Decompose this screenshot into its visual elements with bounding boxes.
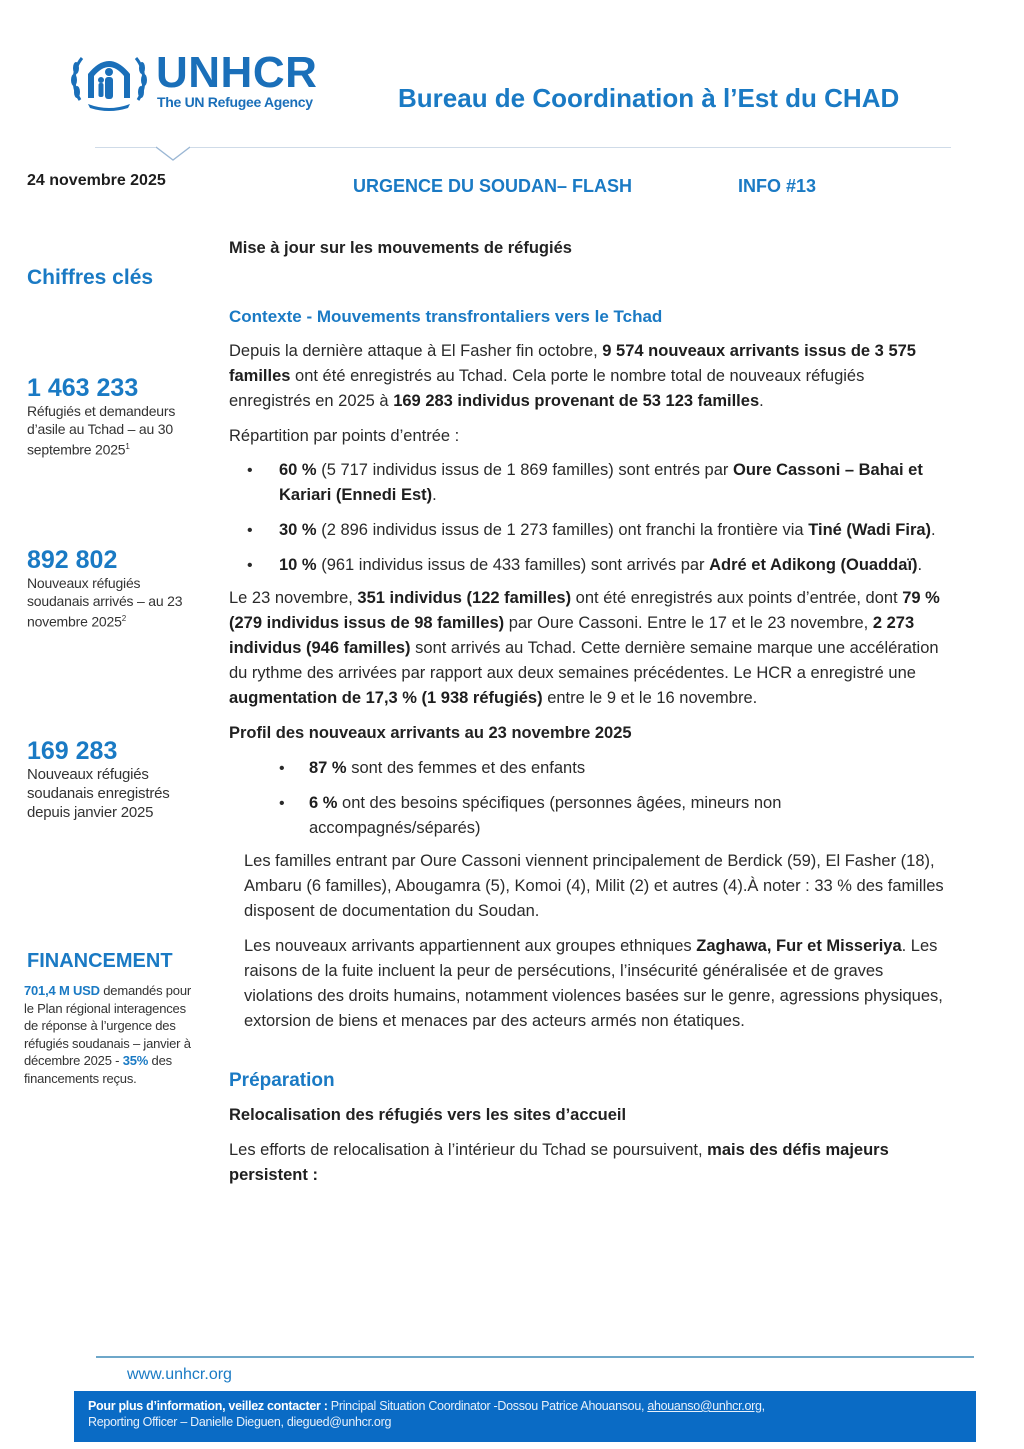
chevron-down-icon: [156, 146, 190, 162]
entry-points-intro: Répartition par points d’entrée :: [229, 427, 460, 445]
stat-new-arrivals: [27, 546, 205, 631]
footer-divider: [96, 1356, 974, 1358]
financing-title: FINANCEMENT: [27, 950, 173, 972]
footer-website-link[interactable]: www.unhcr.org: [127, 1366, 232, 1383]
ethnic-groups-paragraph: Les nouveaux arrivants appartiennent aux groupes ethniques Zaghawa, Fur et Misseriya. Les raisons de la fuite incluent la peur de persécutions, l’insécurité généralisée et de graves violations des droits humains, notamment violences basées sur le genre, agressions physiques, extorsion de biens et menaces par des acteurs armés non étatiques.: [244, 937, 943, 1030]
contact-label: Pour plus d’information, veillez contacter :: [88, 1399, 328, 1413]
contact-email-link[interactable]: ahouanso@unhcr.org: [647, 1399, 762, 1413]
footnote-marker[interactable]: 2: [121, 614, 126, 623]
profile-list: [229, 756, 949, 841]
flash-title: URGENCE DU SOUDAN– FLASH: [353, 176, 633, 196]
main-content: [229, 236, 949, 1188]
logo-tagline: The UN Refugee Agency: [157, 94, 313, 110]
stat-refugees-total: [27, 374, 205, 459]
list-item: • 87 % sont des femmes et des enfants: [229, 756, 949, 781]
stat-description: Nouveaux réfugiés soudanais enregistrés depuis janvier 2025: [27, 766, 170, 821]
footnote-marker[interactable]: 1: [125, 442, 130, 451]
list-item: • 30 % (2 896 individus issus de 1 273 familles) ont franchi la frontière via Tiné (Wadi Fira).: [229, 518, 949, 543]
origin-paragraph: Les familles entrant par Oure Cassoni viennent principalement de Berdick (59), El Fasher (18), Ambaru (6 familles), Abougamra (5), Komoi (4), Milit (2) et autres (4).À noter : 33 % des familles disposent de documentation du Soudan.: [244, 852, 944, 920]
context-heading: Contexte - Mouvements transfrontaliers vers le Tchad: [229, 307, 663, 326]
unhcr-emblem-icon: [70, 48, 148, 112]
stat-number: 169 283: [27, 737, 118, 765]
stat-number: 892 802: [27, 546, 118, 574]
list-item: • 10 % (961 individus issus de 433 familles) sont arrivés par Adré et Adikong (Ouaddaï).: [229, 553, 949, 578]
financing-percent: 35%: [122, 1053, 149, 1068]
list-item: • 6 % ont des besoins spécifiques (personnes âgées, mineurs non accompagnés/séparés): [229, 791, 949, 841]
stat-number: 1 463 233: [27, 374, 139, 402]
contact-line-1: Pour plus d’information, veillez contacter : Principal Situation Coordinator -Dossou Patrice Ahouansou, ahouanso@unhcr.org,: [88, 1399, 765, 1413]
bureau-title: Bureau de Coordination à l’Est du CHAD: [398, 83, 900, 113]
footer-contact-bar: [74, 1391, 976, 1442]
profile-heading: Profil des nouveaux arrivants au 23 novembre 2025: [229, 724, 632, 742]
relocation-paragraph: Les efforts de relocalisation à l’intérieur du Tchad se poursuivent, mais des défis majeurs persistent :: [229, 1141, 889, 1184]
preparation-heading: Préparation: [229, 1070, 335, 1091]
daily-arrivals-paragraph: Le 23 novembre, 351 individus (122 familles) ont été enregistrés aux points d’entrée, dont 79 % (279 individus issus de 98 familles) par Oure Cassoni. Entre le 17 et le 23 novembre, 2 273 individus (946 familles) sont arrivés au Tchad. Cette dernière semaine marque une accélération du rythme des arrivées par rapport aux deux semaines précédentes. Le HCR a enregistré une augmentation de 17,3 % (1 938 réfugiés) entre le 9 et le 16 novembre.: [229, 589, 940, 707]
financing-amount: 701,4 M USD: [24, 983, 100, 998]
header-divider: [95, 147, 951, 148]
stat-description: Nouveaux réfugiés soudanais arrivés – au 23 novembre 2025$^2$: [27, 575, 183, 630]
key-figures-title: Chiffres clés: [27, 266, 154, 289]
logo-wordmark: UNHCR: [156, 48, 318, 97]
report-date: 24 novembre 2025: [27, 172, 166, 189]
relocation-heading: Relocalisation des réfugiés vers les sites d’accueil: [229, 1106, 627, 1124]
entry-points-list: [229, 458, 949, 578]
financing-text: 701,4 M USD demandés pour le Plan régional interagences de réponse à l’urgence des réfugiés soudanais – janvier à décembre 2025 - 35% des financements reçus.: [24, 983, 191, 1086]
context-paragraph: Depuis la dernière attaque à El Fasher fin octobre, 9 574 nouveaux arrivants issus de 3 575 familles ont été enregistrés au Tchad. Cela porte le nombre total de nouveaux réfugiés enregistrés en 2025 à 169 283 individus provenant de 53 123 familles.: [229, 342, 916, 410]
contact-line-2: Reporting Officer – Danielle Dieguen, diegued@unhcr.org: [88, 1415, 392, 1429]
stat-description: Réfugiés et demandeurs d’asile au Tchad – au 30 septembre 2025$^1$: [27, 403, 176, 458]
stat-registered: [27, 737, 205, 822]
list-item: • 60 % (5 717 individus issus de 1 869 familles) sont entrés par Oure Cassoni – Bahai et Kariari (Ennedi Est).: [229, 458, 949, 508]
unhcr-logo: [70, 48, 350, 114]
flash-info-number: INFO #13: [738, 176, 817, 196]
update-heading: Mise à jour sur les mouvements de réfugiés: [229, 239, 572, 257]
